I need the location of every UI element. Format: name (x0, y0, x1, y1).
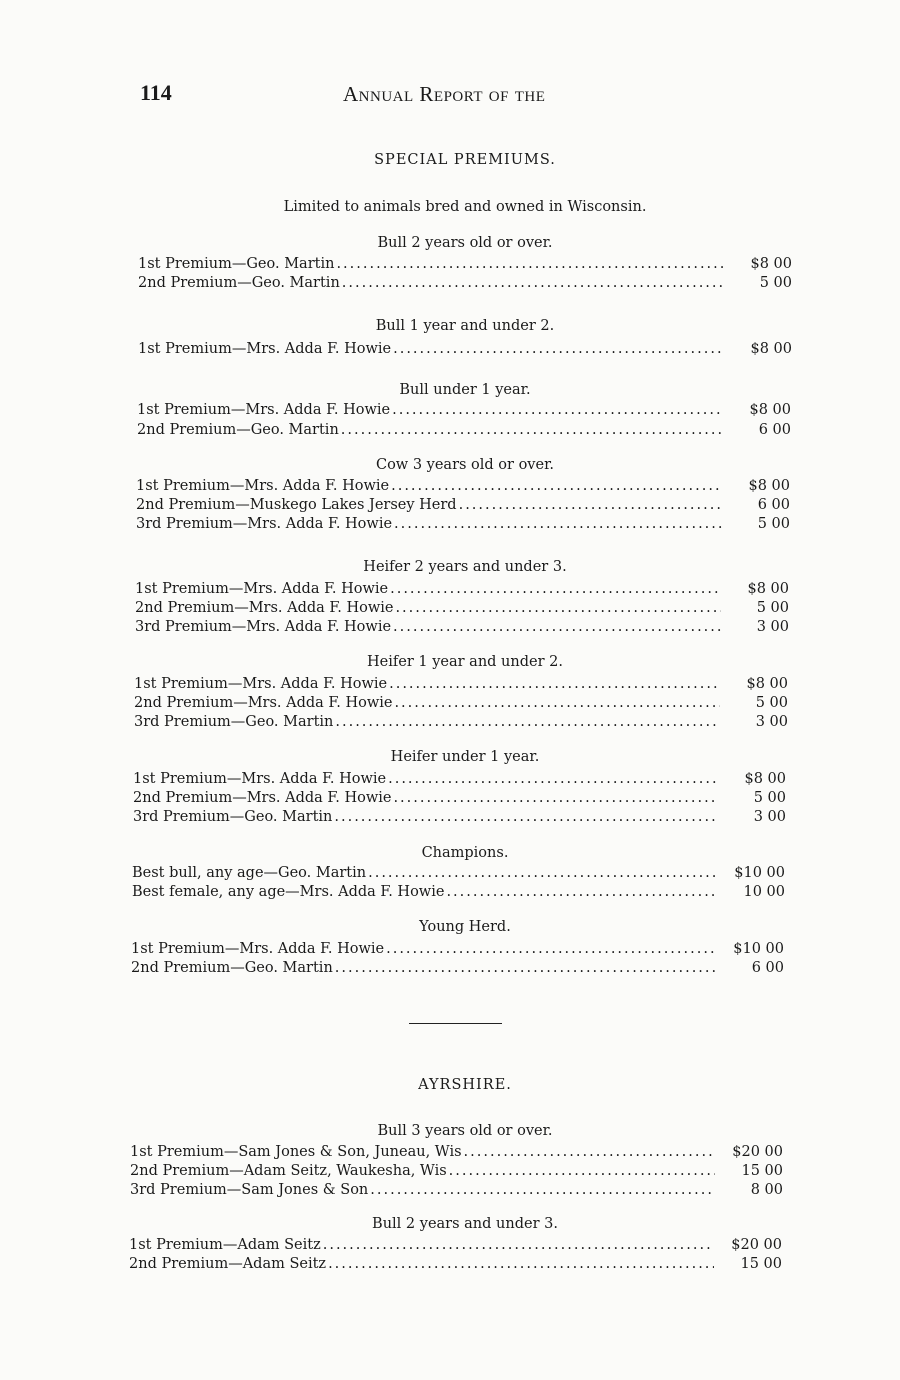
class-heading: Bull 3 years old or over. (377, 1123, 553, 1139)
premium-entry-label: 1st Premium—Sam Jones & Son, Juneau, Wis (130, 1144, 462, 1160)
premium-entry-label: 2nd Premium—Mrs. Adda F. Howie (133, 790, 392, 806)
premium-entry-label: 1st Premium—Mrs. Adda F. Howie (133, 771, 387, 787)
dot-leader (328, 1254, 714, 1274)
premium-entry (134, 693, 788, 713)
class-heading: Bull 2 years and under 3. (372, 1216, 558, 1232)
premium-entry (138, 339, 792, 359)
premium-entry (135, 598, 789, 618)
premium-entry-label: 1st Premium—Mrs. Adda F. Howie (131, 941, 385, 957)
premium-entry-amount: $8 00 (744, 771, 786, 787)
running-head: Annual Report of the (343, 82, 546, 106)
premium-entry-label: 2nd Premium—Adam Seitz (129, 1256, 327, 1272)
premium-entry-amount: 3 00 (756, 619, 789, 635)
premium-entry-label: 1st Premium—Mrs. Adda F. Howie (137, 402, 391, 418)
premium-entry (130, 1161, 783, 1181)
premium-entry-amount: 5 00 (755, 695, 788, 711)
premium-entry-amount: 3 00 (753, 809, 786, 825)
premium-entry-label: 3rd Premium—Geo. Martin (133, 809, 333, 825)
page-number: 114 (140, 80, 172, 105)
premium-entry-amount: 5 00 (756, 600, 789, 616)
premium-entry-label: 3rd Premium—Sam Jones & Son (130, 1182, 369, 1198)
dot-leader (393, 788, 718, 808)
class-heading: Bull under 1 year. (399, 382, 531, 398)
premium-entry (130, 1142, 783, 1162)
premium-entry (131, 958, 784, 978)
dot-leader (323, 1235, 714, 1255)
premium-entry-amount: $10 00 (733, 941, 784, 957)
class-heading: Young Herd. (419, 919, 511, 935)
dot-leader (334, 807, 718, 827)
premium-entry-amount: 6 00 (757, 497, 790, 513)
premium-entry (136, 476, 790, 496)
premium-entry-label: 3rd Premium—Geo. Martin (134, 714, 334, 730)
premium-entry-label: 1st Premium—Mrs. Adda F. Howie (134, 676, 388, 692)
section-subtitle: Limited to animals bred and owned in Wisconsin. (283, 199, 647, 215)
dot-leader (446, 882, 717, 902)
premium-entry (133, 807, 786, 827)
dot-leader (390, 579, 721, 599)
dot-leader (391, 476, 722, 496)
class-heading: Champions. (421, 845, 509, 861)
premium-entry-label: 2nd Premium—Geo. Martin (131, 960, 333, 976)
premium-entry-amount: 5 00 (759, 275, 792, 291)
premium-entry (132, 863, 785, 883)
premium-entry-amount: $8 00 (747, 581, 789, 597)
premium-entry-label: 2nd Premium—Adam Seitz, Waukesha, Wis (130, 1163, 447, 1179)
premium-entry-label: 2nd Premium—Geo. Martin (137, 422, 339, 438)
dot-leader (395, 598, 721, 618)
premium-entry (131, 939, 784, 959)
premium-entry-label: 1st Premium—Mrs. Adda F. Howie (138, 341, 392, 357)
dot-leader (393, 339, 724, 359)
premium-entry-label: Best female, any age—Mrs. Adda F. Howie (132, 884, 445, 900)
premium-entry-amount: $8 00 (750, 256, 792, 272)
premium-entry-amount: 8 00 (750, 1182, 783, 1198)
premium-entry (135, 617, 789, 637)
dot-leader (335, 712, 720, 732)
premium-entry (133, 769, 786, 789)
premium-entry-label: 3rd Premium—Mrs. Adda F. Howie (136, 516, 393, 532)
premium-entry (136, 495, 790, 515)
dot-leader (392, 400, 723, 420)
class-heading: Bull 1 year and under 2. (375, 318, 555, 334)
dot-leader (342, 273, 724, 293)
premium-entry-label: 1st Premium—Adam Seitz (129, 1237, 321, 1253)
premium-entry (138, 254, 792, 274)
premium-entry (138, 273, 792, 293)
premium-entry-label: 2nd Premium—Mrs. Adda F. Howie (134, 695, 393, 711)
premium-entry-label: 1st Premium—Mrs. Adda F. Howie (136, 478, 390, 494)
premium-entry-label: 1st Premium—Mrs. Adda F. Howie (135, 581, 389, 597)
premium-entry-label: 2nd Premium—Mrs. Adda F. Howie (135, 600, 394, 616)
class-heading: Heifer 1 year and under 2. (367, 654, 563, 670)
section-title: SPECIAL PREMIUMS. (374, 152, 556, 168)
premium-entry-label: 2nd Premium—Muskego Lakes Jersey Herd (136, 497, 457, 513)
premium-entry-amount: 5 00 (753, 790, 786, 806)
section-title: AYRSHIRE. (418, 1077, 512, 1093)
premium-entry (137, 400, 791, 420)
dot-leader (370, 1180, 715, 1200)
dot-leader (386, 939, 716, 959)
premium-entry-amount: $20 00 (732, 1144, 783, 1160)
premium-entry (130, 1180, 783, 1200)
premium-entry (134, 674, 788, 694)
premium-entry-amount: $8 00 (748, 478, 790, 494)
premium-entry-label: 2nd Premium—Geo. Martin (138, 275, 340, 291)
class-heading: Bull 2 years old or over. (377, 235, 553, 251)
premium-entry-amount: $10 00 (734, 865, 785, 881)
premium-entry (129, 1254, 782, 1274)
premium-entry-amount: 15 00 (740, 1256, 782, 1272)
dot-leader (449, 1161, 715, 1181)
premium-entry-label: 3rd Premium—Mrs. Adda F. Howie (135, 619, 392, 635)
section-divider (409, 1023, 502, 1024)
premium-entry-amount: 10 00 (743, 884, 785, 900)
dot-leader (336, 254, 724, 274)
premium-entry (129, 1235, 782, 1255)
dot-leader (394, 514, 722, 534)
premium-entry-amount: 3 00 (755, 714, 788, 730)
premium-entry-label: 1st Premium—Geo. Martin (138, 256, 335, 272)
dot-leader (464, 1142, 715, 1162)
premium-entry-amount: 6 00 (751, 960, 784, 976)
dot-leader (393, 617, 721, 637)
premium-entry (136, 514, 790, 534)
dot-leader (389, 674, 720, 694)
dot-leader (335, 958, 716, 978)
premium-entry (135, 579, 789, 599)
premium-entry-amount: $8 00 (746, 676, 788, 692)
premium-entry (132, 882, 785, 902)
premium-entry-amount: $20 00 (731, 1237, 782, 1253)
premium-entry-label: Best bull, any age—Geo. Martin (132, 865, 367, 881)
premium-entry (133, 788, 786, 808)
premium-entry-amount: 6 00 (758, 422, 791, 438)
class-heading: Heifer under 1 year. (390, 749, 540, 765)
class-heading: Cow 3 years old or over. (375, 457, 555, 473)
premium-entry-amount: 15 00 (741, 1163, 783, 1179)
premium-entry (134, 712, 788, 732)
premium-entry-amount: $8 00 (749, 402, 791, 418)
class-heading: Heifer 2 years and under 3. (363, 559, 567, 575)
premium-entry-amount: 5 00 (757, 516, 790, 532)
dot-leader (341, 420, 723, 440)
dot-leader (459, 495, 722, 515)
dot-leader (368, 863, 717, 883)
dot-leader (394, 693, 720, 713)
dot-leader (388, 769, 718, 789)
premium-entry (137, 420, 791, 440)
premium-entry-amount: $8 00 (750, 341, 792, 357)
